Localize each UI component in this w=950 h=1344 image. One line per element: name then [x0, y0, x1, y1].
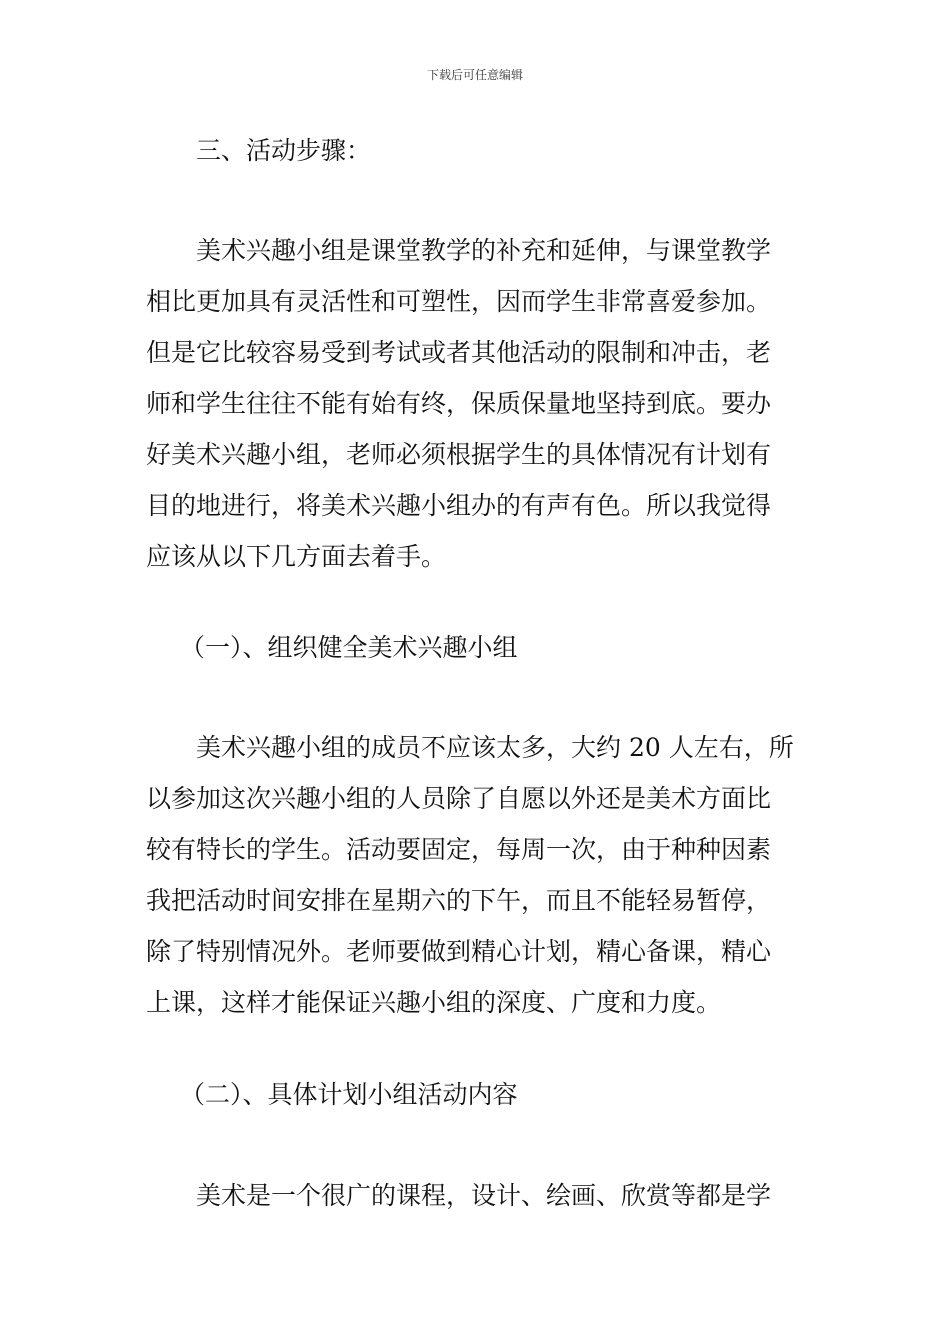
paragraph-line: 相比更加具有灵活性和可塑性，因而学生非常喜爱参加。	[146, 287, 772, 316]
paragraph-line: 目的地进行，将美术兴趣小组办的有声有色。所以我觉得	[146, 491, 772, 520]
paragraph-line: 较有特长的学生。活动要固定，每周一次，由于种种因素	[146, 835, 772, 864]
section-heading-1: （一）、组织健全美术兴趣小组	[180, 633, 518, 662]
paragraph-line: 上课，这样才能保证兴趣小组的深度、广度和力度。	[146, 988, 722, 1017]
paragraph-line: 美术兴趣小组是课堂教学的补充和延伸，与课堂教学	[196, 236, 772, 265]
header-note: 下载后可任意编辑	[426, 68, 523, 82]
paragraph-line: 美术是一个很广的课程，设计、绘画、欣赏等都是学	[196, 1181, 772, 1210]
paragraph-line: 除了特别情况外。老师要做到精心计划，精心备课，精心	[146, 937, 772, 966]
paragraph-line: 应该从以下几方面去着手。	[146, 542, 447, 571]
paragraph-line: 好美术兴趣小组，老师必须根据学生的具体情况有计划有	[146, 440, 772, 469]
paragraph-line: 以参加这次兴趣小组的人员除了自愿以外还是美术方面比	[146, 784, 772, 813]
section-heading-2: （二）、具体计划小组活动内容	[180, 1080, 518, 1109]
paragraph-line: 师和学生往往不能有始有终，保质保量地坚持到底。要办	[146, 389, 772, 418]
paragraph-line: 美术兴趣小组的成员不应该太多，大约 20 人左右，所	[196, 733, 794, 762]
paragraph-line: 但是它比较容易受到考试或者其他活动的限制和冲击，老	[146, 338, 772, 367]
section-title: 三、活动步骤：	[196, 136, 372, 165]
paragraph-line: 我把活动时间安排在星期六的下午，而且不能轻易暂停，	[146, 886, 772, 915]
